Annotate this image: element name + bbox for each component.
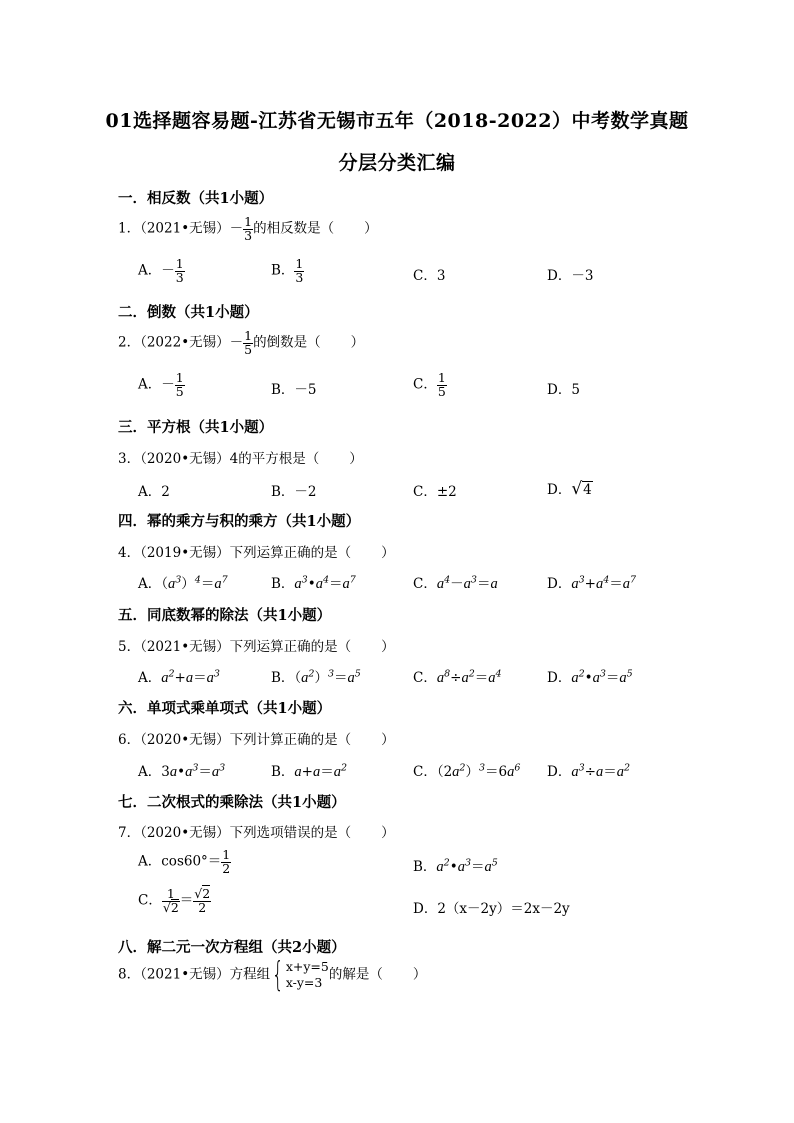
section-heading: 七．二次根式的乘除法（共1小题） xyxy=(118,794,346,811)
option-c[interactable]: C．$a^4-a^3=a$ xyxy=(413,574,498,592)
section-heading: 一．相反数（共1小题） xyxy=(118,190,274,207)
brace-icon: { xyxy=(272,955,284,995)
title-line-2: 分层分类汇编 xyxy=(338,152,456,174)
option-a[interactable]: A．－ $\frac{1}{5}$ xyxy=(138,370,184,399)
option-a[interactable]: A．$3a•a^3=a^3$ xyxy=(138,762,226,780)
option-c[interactable]: C．$(2a^2)^3=6a^6$ xyxy=(413,762,521,780)
option-b[interactable]: B．$a^2•a^3=a^5$ xyxy=(413,857,498,875)
option-a[interactable]: A．cos60°＝ $\frac{1}{2}$ xyxy=(138,847,231,876)
fraction: $\frac{1}{3}$ xyxy=(175,256,184,285)
section-heading: 四．幂的乘方与积的乘方（共1小题） xyxy=(118,513,361,530)
sqrt-sign: √ xyxy=(571,479,583,499)
option-b[interactable]: B．$(a^2)^3=a^5$ xyxy=(271,668,361,686)
question-8: 8．（2021•无锡）方程组{ x+y=5 x-y=3 的解是（ ） xyxy=(118,955,427,995)
question-7: 7．（2020•无锡）下列选项错误的是（ ） xyxy=(118,825,395,841)
option-b[interactable]: B．－2 xyxy=(271,484,317,500)
section-heading: 三．平方根（共1小题） xyxy=(118,419,274,436)
title-line-1: 01选择题容易题-江苏省无锡市五年（2018-2022）中考数学真题 xyxy=(105,110,689,132)
question-2: 2．（2022•无锡）－ $\frac{1}{5}$ 的倒数是（ ） xyxy=(118,328,365,357)
question-4: 4．（2019•无锡）下列运算正确的是（ ） xyxy=(118,545,395,561)
question-stem-end: 的相反数是（ xyxy=(253,220,335,237)
option-a[interactable]: A．$(a^3)^4=a^7$ xyxy=(138,574,228,592)
question-3: 3．（2020•无锡）4的平方根是（ ） xyxy=(118,451,363,467)
option-b[interactable]: B．$a+a=a^2$ xyxy=(271,762,348,780)
option-b[interactable]: B． $\frac{1}{3}$ xyxy=(271,256,304,285)
option-d[interactable]: D．$a^2•a^3=a^5$ xyxy=(547,668,633,686)
option-a[interactable]: A．2 xyxy=(138,484,170,500)
question-5: 5．（2021•无锡）下列运算正确的是（ ） xyxy=(118,639,395,655)
option-c[interactable]: C． $\frac{1}{√2}$ ＝ $\frac{√2}{2}$ xyxy=(138,886,211,915)
option-c[interactable]: C．±2 xyxy=(413,484,457,500)
section-heading: 五．同底数幂的除法（共1小题） xyxy=(118,607,332,624)
option-c[interactable]: C．3 xyxy=(413,268,446,284)
option-c[interactable]: C． $\frac{1}{5}$ xyxy=(413,370,446,399)
option-a[interactable]: A．$a^2+a=a^3$ xyxy=(138,668,220,686)
option-c[interactable]: C．$a^8\div a^2=a^4$ xyxy=(413,668,502,686)
question-stem: 1．（2021•无锡）－ xyxy=(118,220,244,237)
option-d[interactable]: D．－3 xyxy=(547,268,594,284)
section-heading: 八．解二元一次方程组（共2小题） xyxy=(118,939,346,956)
fraction: $\frac{1}{3}$ xyxy=(244,214,253,243)
option-d[interactable]: D．5 xyxy=(547,382,580,398)
option-b[interactable]: B．$a^3•a^4=a^7$ xyxy=(271,574,356,592)
question-1: 1．（2021•无锡）－ $\frac{1}{3}$ 的相反数是（ ） xyxy=(118,214,378,243)
question-6: 6．（2020•无锡）下列计算正确的是（ ） xyxy=(118,732,395,748)
option-d[interactable]: D．2（x－2y）＝2x－2y xyxy=(413,901,570,917)
option-a[interactable]: A．－ $\frac{1}{3}$ xyxy=(138,256,184,285)
option-d[interactable]: D．√4 xyxy=(547,479,592,499)
option-b[interactable]: B．－5 xyxy=(271,382,317,398)
section-heading: 二．倒数（共1小题） xyxy=(118,304,259,321)
fraction: $\frac{1}{5}$ xyxy=(244,328,253,357)
equation-system: x+y=5 x-y=3 xyxy=(285,959,329,990)
option-d[interactable]: D．$a^3+a^4=a^7$ xyxy=(547,574,637,592)
option-d[interactable]: D．$a^3\div a=a^2$ xyxy=(547,762,630,780)
section-heading: 六．单项式乘单项式（共1小题） xyxy=(118,700,332,717)
fraction: $\frac{1}{3}$ xyxy=(295,256,304,285)
